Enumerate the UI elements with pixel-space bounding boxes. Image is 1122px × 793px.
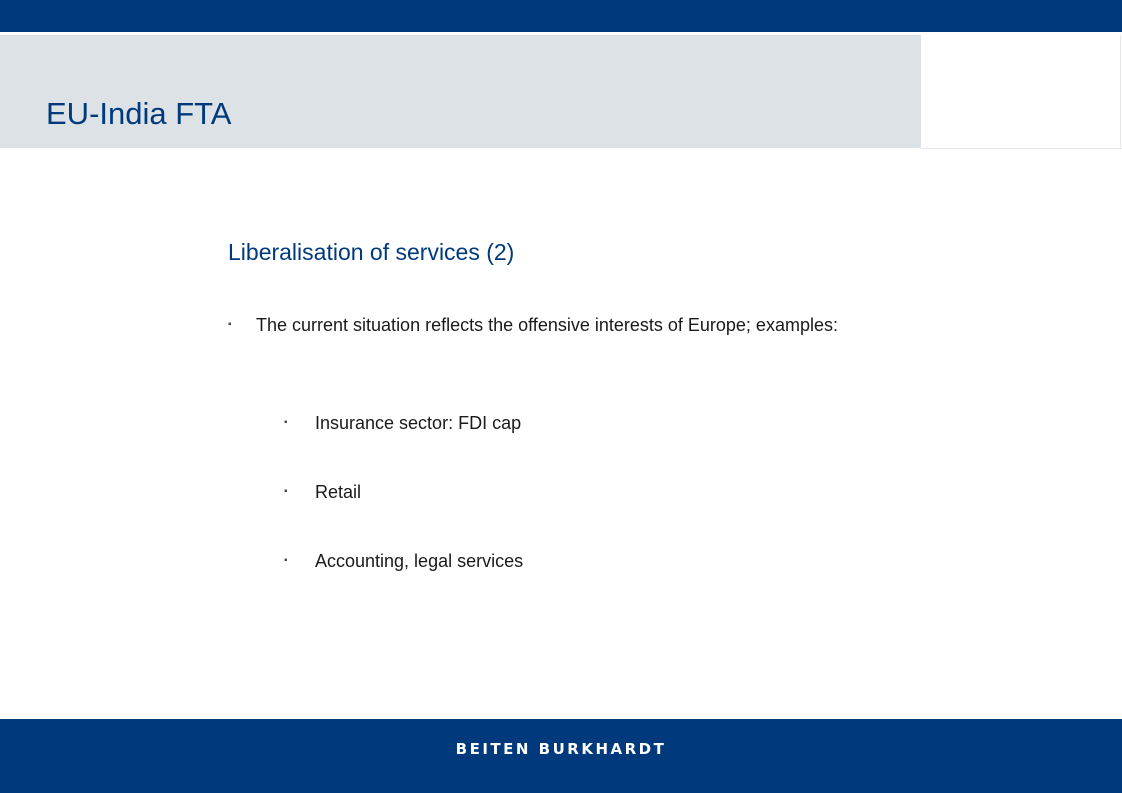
- bullet-square-icon: ▪: [284, 417, 288, 428]
- sub-bullet-item: [284, 547, 804, 575]
- sub-bullet-item: [284, 409, 804, 437]
- company-logo: BEITEN BURKHARDT: [455, 740, 667, 758]
- sub-bullet-text: Accounting, legal services: [315, 551, 524, 571]
- sub-bullet-item: [284, 478, 804, 506]
- sub-bullet-text: Insurance sector: FDI cap: [315, 413, 522, 433]
- top-brand-bar: [0, 0, 1122, 32]
- bullet-text: The current situation reflects the offensive interests of Europe; examples:: [256, 315, 838, 335]
- bullet-square-icon: ▪: [284, 486, 288, 497]
- title-band-rule-vertical: [1120, 35, 1121, 149]
- sub-bullet-text: Retail: [315, 482, 362, 502]
- bullet-square-icon: ▪: [284, 555, 288, 566]
- bullet-square-icon: ▪: [228, 319, 232, 330]
- slide-title: EU-India FTA: [46, 96, 232, 131]
- title-band-rule: [921, 148, 1122, 149]
- section-heading: Liberalisation of services (2): [228, 239, 515, 265]
- bullet-item: [228, 311, 868, 339]
